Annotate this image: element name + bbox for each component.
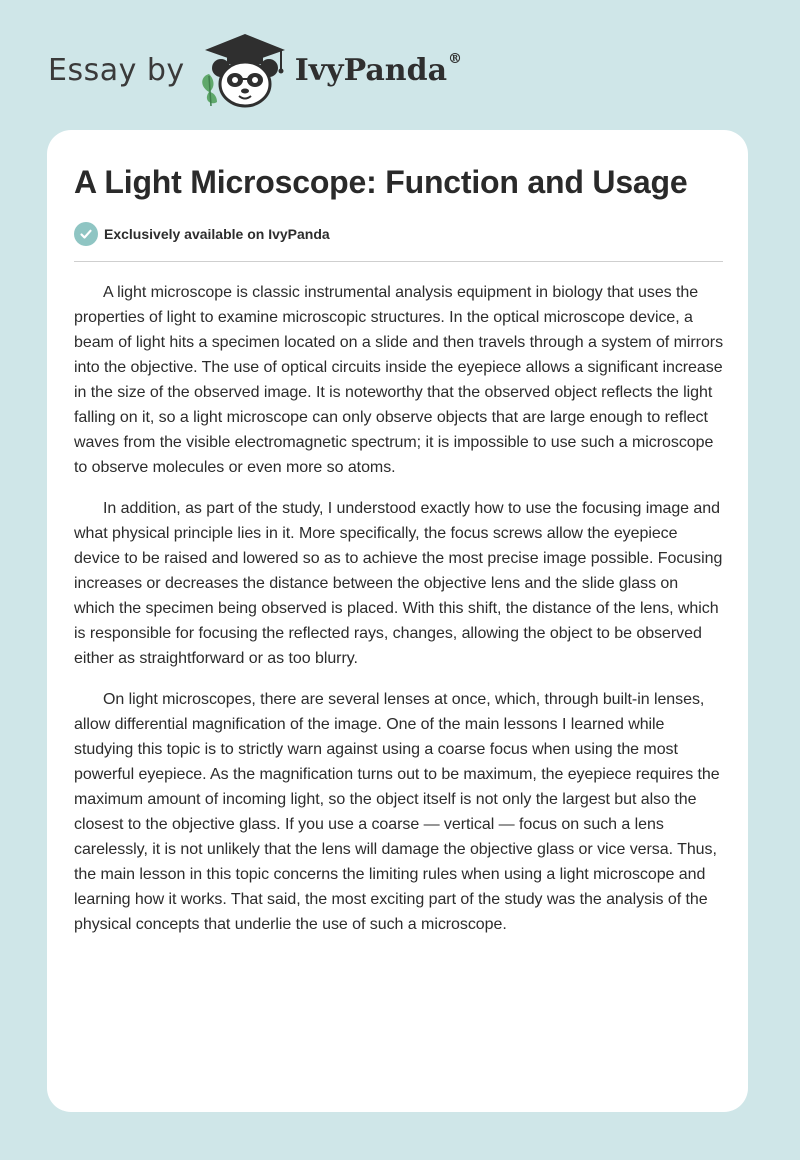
brand-name[interactable] <box>294 50 463 88</box>
essay-by-label: Essay by <box>48 52 185 88</box>
badge-text: Exclusively available on IvyPanda <box>104 226 330 242</box>
registered-mark: ® <box>448 50 463 67</box>
check-icon <box>74 222 98 246</box>
panda-graduate-logo-icon[interactable] <box>197 30 293 110</box>
divider <box>74 261 723 262</box>
exclusive-badge <box>74 222 330 246</box>
brand-text: IvyPanda <box>294 52 448 88</box>
paragraph: On light microscopes, there are several lenses at once, which, through built-in lenses, allow differential magnification of the image. One of the main lessons I learned while studying this topic is to strictly warn against using a coarse focus when using the most powerful eyepiece. As the magnification turns out to be maximum, the eyepiece requires the maximum amount of incoming light, so the object itself is not only the largest but also the closest to the objective glass. If you use a coarse — vertical — focus on such a lens carelessly, it is not unlikely that the lens will damage the objective glass or vice versa. Thus, the main lesson in this topic concerns the limiting rules when using a light microscope and learning how it works. That said, the most exciting part of the study was the analysis of the physical concepts that underlie the use of such a microscope. <box>74 691 720 933</box>
essay-card <box>47 130 748 1112</box>
page-title: A Light Microscope: Function and Usage <box>74 164 688 200</box>
site-header <box>48 30 462 110</box>
paragraph: In addition, as part of the study, I understood exactly how to use the focusing image and what physical principle lies in it. More specifically, the focus screws allow the eyepiece device to be raised and lowered so as to achieve the most precise image possible. Focusing increases or decreases the distance between the objective lens and the slide glass on which the specimen being observed is placed. With this shift, the distance of the lens, which is responsible for focusing the reflected rays, changes, allowing the object to be observed either as straightforward or as too blurry. <box>74 500 723 667</box>
paragraph: A light microscope is classic instrumental analysis equipment in biology that uses the properties of light to examine microscopic structures. In the optical microscope device, a beam of light hits a specimen located on a slide and then travels through a system of mirrors into the objective. The use of optical circuits inside the eyepiece allows a significant increase in the size of the observed image. It is noteworthy that the observed object reflects the light falling on it, so a light microscope can only observe objects that are large enough to reflect waves from the visible electromagnetic spectrum; it is impossible to use such a microscope to observe molecules or even more so atoms. <box>74 284 724 476</box>
essay-body <box>74 280 723 953</box>
